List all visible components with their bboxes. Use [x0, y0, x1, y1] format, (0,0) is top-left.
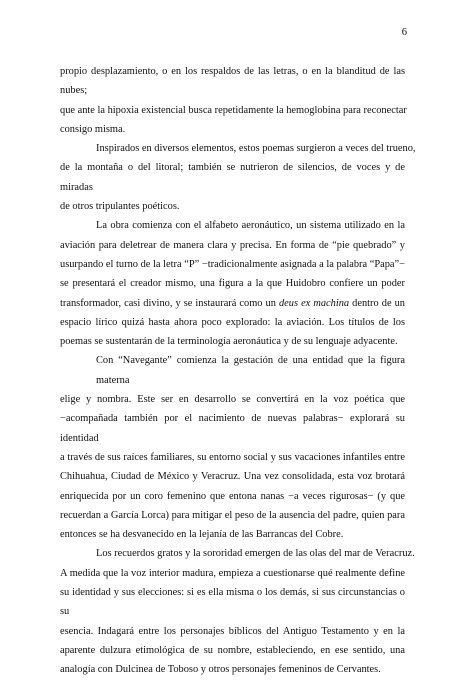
text-line: su identidad y sus elecciones: si es ella misma o los demás, si sus circunstancias o su: [60, 587, 405, 618]
text-line: usurpando el turno de la letra “P” −tradicionalmente asignada a la palabra “Papa”−: [60, 258, 405, 270]
text-line: elige y nombra. Este ser en desarrollo se convertirá en la voz poética que: [60, 394, 405, 406]
paragraph-1: [60, 62, 405, 139]
text-line: Inspirados en diversos elementos, estos poemas surgieron a veces del trueno,: [96, 143, 416, 155]
paragraph-3: [60, 216, 405, 351]
text-line: consigo misma.: [60, 123, 126, 135]
text-line: −acompañada también por el nacimiento de nuevas palabras− explorará su identidad: [60, 413, 405, 444]
text-line: de la montaña o del litoral; también se nutrieron de silencios, de voces y de miradas: [60, 162, 405, 193]
text-line: se presentará el creador mismo, una figura a la que Huidobro confiere un poder: [60, 278, 405, 290]
text-span: dentro de un: [349, 297, 405, 309]
paragraph-2: [60, 139, 416, 216]
text-line: Con “Navegante” comienza la gestación de una entidad que la figura materna: [96, 355, 405, 386]
text-line: Los recuerdos gratos y la sororidad emergen de las olas del mar de Veracruz.: [96, 548, 415, 560]
text-line: poemas se sustentarán de la terminología aeronáutica y de su lenguaje adyacente.: [60, 336, 398, 348]
text-line-with-italic: [60, 294, 405, 313]
text-line: entonces se ha desvanecido en la lejanía de las Barrancas del Cobre.: [60, 529, 344, 541]
italic-phrase: deus ex machina: [278, 297, 350, 309]
text-line: enriquecida por un coro femenino que entona nanas −a veces rigurosas− (y que: [60, 490, 405, 502]
text-span: transformador, casi divino, y se instaurará como un: [60, 297, 279, 309]
text-line: esencia. Indagará entre los personajes bíblicos del Antiguo Testamento y en la: [60, 625, 405, 637]
text-line: a través de sus raíces familiares, su entorno social y sus vacaciones infantiles entre: [60, 451, 405, 463]
text-line: propio desplazamiento, o en los respaldos de las letras, o en la blanditud de las nubes;: [60, 66, 405, 97]
text-line: que ante la hipoxia existencial busca repetidamente la hemoglobina para reconectar: [60, 104, 407, 116]
text-line: analogía con Dulcinea de Toboso y otros personajes femeninos de Cervantes.: [60, 664, 381, 676]
text-line: recuerdan a García Lorca) para mitigar el peso de la ausencia del padre, quien para: [60, 509, 405, 521]
text-line: A medida que la voz interior madura, empieza a cuestionarse qué realmente define: [60, 567, 405, 579]
paragraph-4: [60, 351, 405, 544]
text-line: La obra comienza con el alfabeto aeronáutico, un sistema utilizado en la: [96, 220, 405, 232]
page-number: 6: [401, 27, 407, 38]
text-line: Chihuahua, Ciudad de México y Veracruz. Una vez consolidada, esta voz brotará: [60, 471, 405, 483]
text-line: espacio lírico quizá hasta ahora poco explorado: la aviación. Los títulos de los: [60, 316, 405, 328]
text-line: aparente dulzura etimológica de su nombre, estableciendo, en ese sentido, una: [60, 644, 405, 656]
text-line: aviación para deletrear de manera clara y precisa. En forma de “pie quebrado” y: [60, 239, 405, 251]
text-line: de otros tripulantes poéticos.: [60, 201, 180, 213]
paragraph-5: [60, 544, 415, 679]
body-text: [60, 62, 416, 680]
